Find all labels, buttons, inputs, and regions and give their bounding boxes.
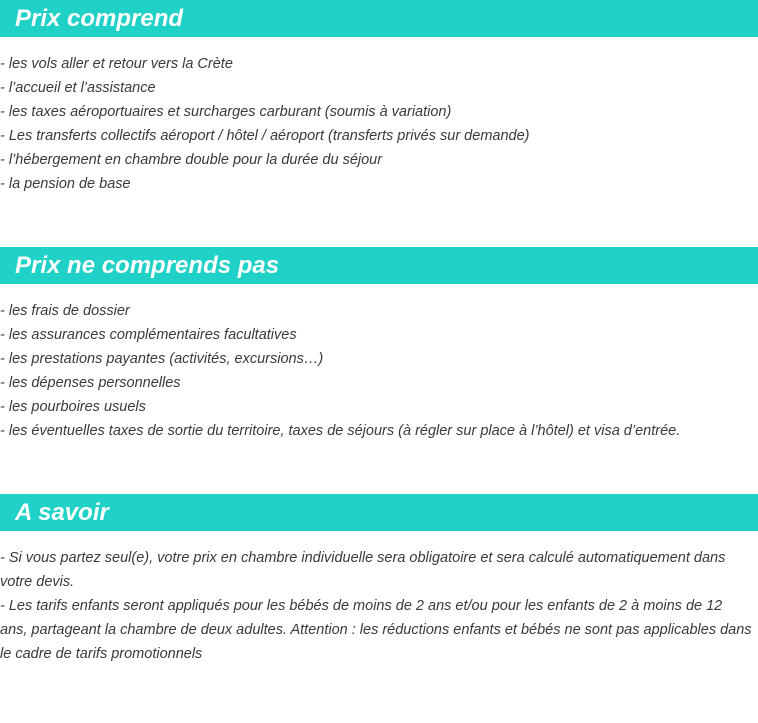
section-title: A savoir — [15, 499, 109, 526]
section-body — [0, 37, 758, 196]
section-body — [0, 531, 758, 666]
section-a-savoir — [0, 494, 758, 666]
section-header — [0, 494, 758, 531]
list-item: - l’accueil et l’assistance — [0, 80, 156, 96]
section-title: Prix ne comprends pas — [15, 252, 280, 279]
section-prix-comprend — [0, 0, 758, 196]
section-prix-ne-comprend-pas — [0, 247, 758, 443]
section-header — [0, 247, 758, 284]
list-item: - les vols aller et retour vers la Crète — [0, 56, 233, 72]
info-paragraph: - Les tarifs enfants seront appliqués pour les bébés de moins de 2 ans et/ou pour les enfants de 2 à moins de 12 ans, partageant la chambre de deux adultes. Attention : les réductions enfants et bébés ne sont pas applicables dans le cadre de tarifs promotionnels — [0, 598, 752, 662]
list-item: - l’hébergement en chambre double pour la durée du séjour — [0, 152, 383, 168]
list-item: - les assurances complémentaires facultatives — [0, 327, 297, 343]
list-item: - les éventuelles taxes de sortie du territoire, taxes de séjours (à régler sur place à l’hôtel) et visa d’entrée. — [0, 423, 681, 439]
section-body — [0, 284, 758, 443]
list-item: - les prestations payantes (activités, excursions…) — [0, 351, 324, 367]
list-item: - les frais de dossier — [0, 303, 130, 319]
section-title: Prix comprend — [15, 5, 184, 32]
list-item: - Les transferts collectifs aéroport / hôtel / aéroport (transferts privés sur demande) — [0, 128, 530, 144]
list-item: - la pension de base — [0, 176, 131, 192]
list-item: - les taxes aéroportuaires et surcharges carburant (soumis à variation) — [0, 104, 452, 120]
list-item: - les pourboires usuels — [0, 399, 146, 415]
section-header — [0, 0, 758, 37]
info-paragraph: - Si vous partez seul(e), votre prix en chambre individuelle sera obligatoire et sera calculé automatiquement dans votre devis. — [0, 550, 726, 590]
list-item: - les dépenses personnelles — [0, 375, 181, 391]
